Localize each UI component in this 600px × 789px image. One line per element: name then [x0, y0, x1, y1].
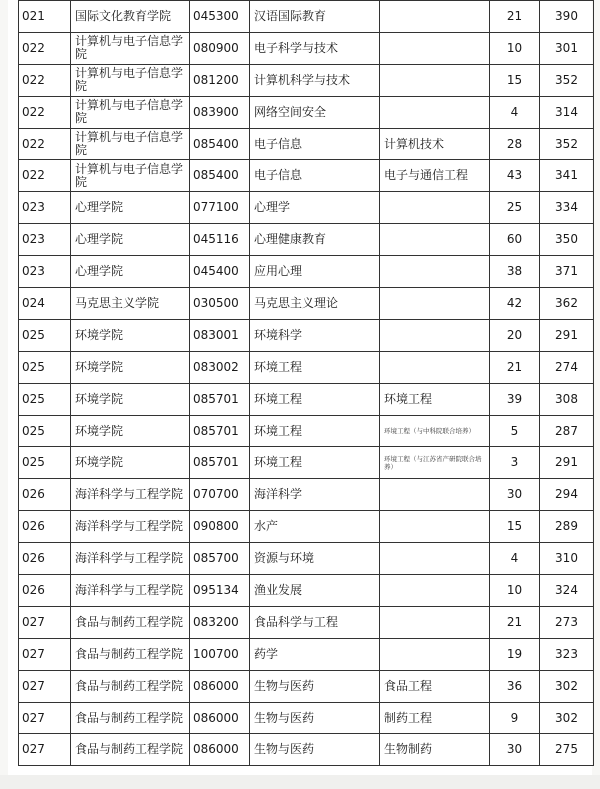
cutoff-score-cell: 302	[540, 702, 594, 734]
school-code-cell: 023	[19, 224, 71, 256]
table-row	[19, 256, 594, 288]
table-row	[19, 606, 594, 638]
school-name-cell: 海洋科学与工程学院	[71, 511, 190, 543]
major-name-cell: 网络空间安全	[250, 96, 380, 128]
school-name-cell: 海洋科学与工程学院	[71, 575, 190, 607]
research-direction-cell	[380, 1, 490, 33]
school-code-cell: 022	[19, 96, 71, 128]
school-name-cell: 环境学院	[71, 447, 190, 479]
cutoff-score-cell: 275	[540, 734, 594, 766]
major-name-cell: 应用心理	[250, 256, 380, 288]
school-code-cell: 027	[19, 638, 71, 670]
enrollment-count-cell: 21	[490, 606, 540, 638]
cutoff-score-cell: 287	[540, 415, 594, 447]
cutoff-score-cell: 294	[540, 479, 594, 511]
cutoff-score-cell: 352	[540, 64, 594, 96]
school-name-cell: 海洋科学与工程学院	[71, 479, 190, 511]
table-row	[19, 224, 594, 256]
major-name-cell: 环境科学	[250, 319, 380, 351]
major-name-cell: 渔业发展	[250, 575, 380, 607]
school-code-cell: 023	[19, 192, 71, 224]
research-direction-cell	[380, 64, 490, 96]
major-code-cell: 100700	[190, 638, 250, 670]
research-direction-cell	[380, 96, 490, 128]
major-code-cell: 083900	[190, 96, 250, 128]
enrollment-count-cell: 28	[490, 128, 540, 160]
enrollment-count-cell: 20	[490, 319, 540, 351]
major-code-cell: 083001	[190, 319, 250, 351]
enrollment-count-cell: 30	[490, 734, 540, 766]
enrollment-count-cell: 15	[490, 64, 540, 96]
table-row	[19, 415, 594, 447]
table-row	[19, 702, 594, 734]
school-code-cell: 023	[19, 256, 71, 288]
school-name-cell: 食品与制药工程学院	[71, 638, 190, 670]
school-code-cell: 026	[19, 575, 71, 607]
enrollment-count-cell: 9	[490, 702, 540, 734]
cutoff-score-cell: 302	[540, 670, 594, 702]
major-code-cell: 086000	[190, 734, 250, 766]
enrollment-count-cell: 21	[490, 351, 540, 383]
research-direction-cell	[380, 543, 490, 575]
cutoff-score-cell: 334	[540, 192, 594, 224]
major-code-cell: 077100	[190, 192, 250, 224]
cutoff-score-cell: 350	[540, 224, 594, 256]
school-name-cell: 环境学院	[71, 415, 190, 447]
table-row	[19, 32, 594, 64]
school-code-cell: 027	[19, 734, 71, 766]
table-row	[19, 1, 594, 33]
table-body	[19, 1, 594, 766]
cutoff-score-cell: 352	[540, 128, 594, 160]
enrollment-count-cell: 10	[490, 32, 540, 64]
school-name-cell: 马克思主义学院	[71, 288, 190, 320]
document-page	[8, 0, 592, 775]
enrollment-count-cell: 5	[490, 415, 540, 447]
school-name-cell: 计算机与电子信息学院	[71, 32, 190, 64]
enrollment-count-cell: 43	[490, 160, 540, 192]
major-name-cell: 环境工程	[250, 351, 380, 383]
research-direction-cell	[380, 192, 490, 224]
school-code-cell: 025	[19, 351, 71, 383]
table-row	[19, 160, 594, 192]
enrollment-count-cell: 30	[490, 479, 540, 511]
major-code-cell: 030500	[190, 288, 250, 320]
school-name-cell: 心理学院	[71, 192, 190, 224]
research-direction-cell	[380, 638, 490, 670]
admission-table	[18, 0, 594, 766]
cutoff-score-cell: 301	[540, 32, 594, 64]
school-name-cell: 食品与制药工程学院	[71, 606, 190, 638]
major-name-cell: 马克思主义理论	[250, 288, 380, 320]
school-code-cell: 021	[19, 1, 71, 33]
major-code-cell: 085400	[190, 128, 250, 160]
major-name-cell: 生物与医药	[250, 702, 380, 734]
major-name-cell: 药学	[250, 638, 380, 670]
research-direction-cell: 计算机技术	[380, 128, 490, 160]
cutoff-score-cell: 362	[540, 288, 594, 320]
school-name-cell: 心理学院	[71, 224, 190, 256]
major-code-cell: 085701	[190, 447, 250, 479]
table-row	[19, 64, 594, 96]
major-code-cell: 086000	[190, 670, 250, 702]
enrollment-count-cell: 42	[490, 288, 540, 320]
major-code-cell: 090800	[190, 511, 250, 543]
research-direction-cell: 生物制药	[380, 734, 490, 766]
school-code-cell: 026	[19, 543, 71, 575]
enrollment-count-cell: 19	[490, 638, 540, 670]
cutoff-score-cell: 371	[540, 256, 594, 288]
research-direction-cell	[380, 606, 490, 638]
table-row	[19, 351, 594, 383]
major-name-cell: 汉语国际教育	[250, 1, 380, 33]
school-code-cell: 022	[19, 160, 71, 192]
research-direction-cell: 食品工程	[380, 670, 490, 702]
major-code-cell: 045300	[190, 1, 250, 33]
school-name-cell: 计算机与电子信息学院	[71, 128, 190, 160]
table-row	[19, 479, 594, 511]
research-direction-cell	[380, 511, 490, 543]
cutoff-score-cell: 289	[540, 511, 594, 543]
table-row	[19, 288, 594, 320]
cutoff-score-cell: 291	[540, 319, 594, 351]
school-code-cell: 025	[19, 383, 71, 415]
table-row	[19, 543, 594, 575]
major-name-cell: 生物与医药	[250, 734, 380, 766]
cutoff-score-cell: 310	[540, 543, 594, 575]
page-bottom-margin	[0, 775, 600, 789]
school-code-cell: 024	[19, 288, 71, 320]
cutoff-score-cell: 323	[540, 638, 594, 670]
research-direction-cell: 制药工程	[380, 702, 490, 734]
school-name-cell: 环境学院	[71, 383, 190, 415]
research-direction-cell	[380, 224, 490, 256]
cutoff-score-cell: 273	[540, 606, 594, 638]
major-name-cell: 心理健康教育	[250, 224, 380, 256]
school-code-cell: 027	[19, 606, 71, 638]
cutoff-score-cell: 274	[540, 351, 594, 383]
research-direction-cell: 环境工程（与中科院联合培养）	[380, 415, 490, 447]
research-direction-cell	[380, 575, 490, 607]
research-direction-cell	[380, 319, 490, 351]
enrollment-count-cell: 4	[490, 96, 540, 128]
school-code-cell: 022	[19, 32, 71, 64]
school-name-cell: 食品与制药工程学院	[71, 734, 190, 766]
cutoff-score-cell: 291	[540, 447, 594, 479]
major-name-cell: 环境工程	[250, 447, 380, 479]
enrollment-count-cell: 60	[490, 224, 540, 256]
school-code-cell: 027	[19, 702, 71, 734]
major-code-cell: 085700	[190, 543, 250, 575]
major-name-cell: 电子信息	[250, 128, 380, 160]
major-name-cell: 环境工程	[250, 415, 380, 447]
major-code-cell: 085400	[190, 160, 250, 192]
school-code-cell: 026	[19, 479, 71, 511]
major-code-cell: 081200	[190, 64, 250, 96]
school-code-cell: 025	[19, 447, 71, 479]
enrollment-count-cell: 3	[490, 447, 540, 479]
major-code-cell: 083002	[190, 351, 250, 383]
major-code-cell: 086000	[190, 702, 250, 734]
major-code-cell: 070700	[190, 479, 250, 511]
school-name-cell: 计算机与电子信息学院	[71, 64, 190, 96]
research-direction-cell: 环境工程（与江苏省产研院联合培养）	[380, 447, 490, 479]
table-row	[19, 128, 594, 160]
enrollment-count-cell: 15	[490, 511, 540, 543]
major-code-cell: 095134	[190, 575, 250, 607]
school-name-cell: 国际文化教育学院	[71, 1, 190, 33]
major-name-cell: 海洋科学	[250, 479, 380, 511]
major-name-cell: 生物与医药	[250, 670, 380, 702]
enrollment-count-cell: 39	[490, 383, 540, 415]
research-direction-cell: 环境工程	[380, 383, 490, 415]
major-name-cell: 计算机科学与技术	[250, 64, 380, 96]
cutoff-score-cell: 324	[540, 575, 594, 607]
major-name-cell: 水产	[250, 511, 380, 543]
table-row	[19, 575, 594, 607]
cutoff-score-cell: 390	[540, 1, 594, 33]
school-code-cell: 022	[19, 64, 71, 96]
school-code-cell: 026	[19, 511, 71, 543]
school-name-cell: 环境学院	[71, 351, 190, 383]
enrollment-count-cell: 38	[490, 256, 540, 288]
major-code-cell: 045116	[190, 224, 250, 256]
major-code-cell: 083200	[190, 606, 250, 638]
table-row	[19, 511, 594, 543]
research-direction-cell	[380, 479, 490, 511]
cutoff-score-cell: 308	[540, 383, 594, 415]
cutoff-score-cell: 314	[540, 96, 594, 128]
research-direction-cell	[380, 256, 490, 288]
enrollment-count-cell: 25	[490, 192, 540, 224]
school-name-cell: 计算机与电子信息学院	[71, 96, 190, 128]
school-code-cell: 027	[19, 670, 71, 702]
cutoff-score-cell: 341	[540, 160, 594, 192]
school-code-cell: 025	[19, 319, 71, 351]
enrollment-count-cell: 21	[490, 1, 540, 33]
school-name-cell: 食品与制药工程学院	[71, 702, 190, 734]
school-name-cell: 计算机与电子信息学院	[71, 160, 190, 192]
table-row	[19, 734, 594, 766]
major-code-cell: 045400	[190, 256, 250, 288]
major-name-cell: 心理学	[250, 192, 380, 224]
school-name-cell: 海洋科学与工程学院	[71, 543, 190, 575]
enrollment-count-cell: 36	[490, 670, 540, 702]
table-row	[19, 670, 594, 702]
major-name-cell: 资源与环境	[250, 543, 380, 575]
enrollment-count-cell: 10	[490, 575, 540, 607]
school-name-cell: 食品与制药工程学院	[71, 670, 190, 702]
table-row	[19, 96, 594, 128]
major-code-cell: 085701	[190, 383, 250, 415]
major-name-cell: 环境工程	[250, 383, 380, 415]
table-row	[19, 192, 594, 224]
research-direction-cell: 电子与通信工程	[380, 160, 490, 192]
table-row	[19, 638, 594, 670]
table-row	[19, 447, 594, 479]
enrollment-count-cell: 4	[490, 543, 540, 575]
major-name-cell: 电子信息	[250, 160, 380, 192]
research-direction-cell	[380, 351, 490, 383]
school-name-cell: 心理学院	[71, 256, 190, 288]
school-code-cell: 022	[19, 128, 71, 160]
research-direction-cell	[380, 288, 490, 320]
school-name-cell: 环境学院	[71, 319, 190, 351]
school-code-cell: 025	[19, 415, 71, 447]
major-code-cell: 080900	[190, 32, 250, 64]
research-direction-cell	[380, 32, 490, 64]
major-name-cell: 电子科学与技术	[250, 32, 380, 64]
table-row	[19, 383, 594, 415]
major-name-cell: 食品科学与工程	[250, 606, 380, 638]
major-code-cell: 085701	[190, 415, 250, 447]
table-row	[19, 319, 594, 351]
